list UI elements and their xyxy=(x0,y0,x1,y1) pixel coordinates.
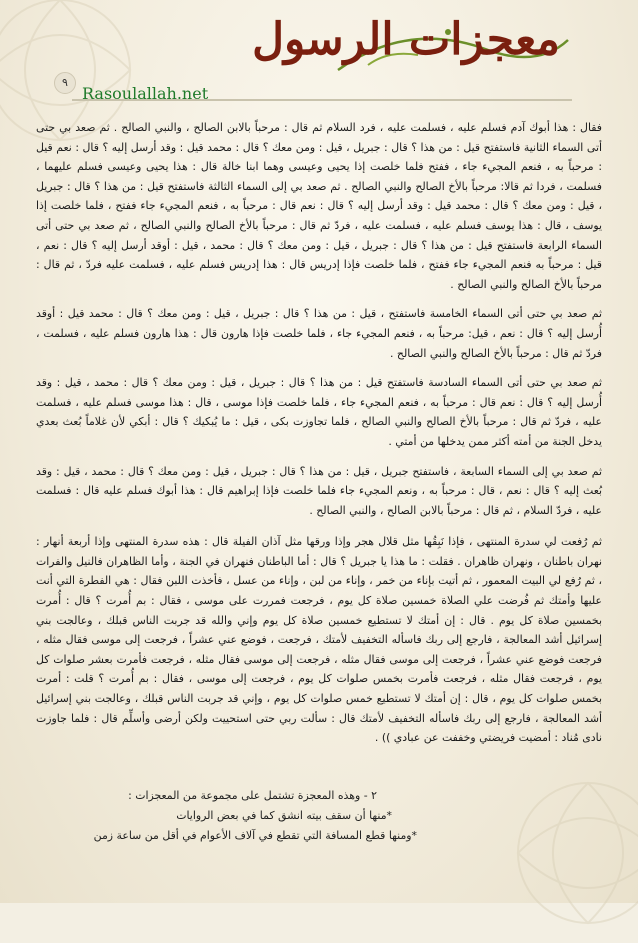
paragraph: ثم صعد بي إلى السماء السابعة ، فاستفتح جبريل ، قيل : من هذا ؟ قال : جبريل ، قيل : ومن معك ؟ قال : محمد ، قيل : وقد بُعث إليه ؟ قال : نعم ، قال : مرحباً به ، ونعم المجيء جاء فلما خلصت فإذا إبراهيم قال : هذا أبوك فسلم عليه قال : فسلمت عليه ، فردّ السلام ، ثم قال : مرحباً بالابن الصالح ، والنبي الصالح . xyxy=(36,464,602,517)
page-title: معجزات الرسول xyxy=(252,14,560,65)
spacer xyxy=(36,520,602,532)
spacer xyxy=(36,294,602,304)
spacer xyxy=(36,363,602,373)
site-link[interactable]: Rasoulallah.net xyxy=(82,84,209,103)
note-item: *منها أن سقف بيته انشق كما في بعض الروايات xyxy=(176,809,392,822)
article-body xyxy=(36,118,602,748)
spacer xyxy=(36,452,602,462)
page-header xyxy=(0,0,638,110)
paragraph: ثم صعد بي حتى أتى السماء الخامسة فاستفتح ، قيل : من هذا ؟ قال : جبريل ، قيل : ومن معك ؟ قال : محمد قيل : أوقد أُرسل إليه ؟ قال : نعم ، قيل: مرحباً به ، فنعم المجيء جاء ، فلما خلصت فإذا هارون قال : هذا هارون فسلم عليه ، فسلمت ، فردّ ثم قال : مرحباً بالأخ الصالح والنبي الصالح . xyxy=(36,307,602,360)
page-number: ٩ xyxy=(54,72,76,94)
notes-list xyxy=(36,786,602,846)
paragraph: ثم رُفعت لي سدرة المنتهى ، فإذا نَبِقُها مثل قلال هجر وإذا ورقها مثل آذان الفيلة قال : هذه سدرة المنتهى وإذا أربعة أنهار : نهران باطنان ، ونهران ظاهران . فقلت : ما هذا يا جبريل ؟ قال : أما الباطنان فنهران في الجنة ، وأما الظاهران فالنيل والفرات ، ثم رُفع لي البيت المعمور ، ثم أتيت بإناء من خمر ، وإناء من لبن ، وإناء من عسل ، فأخذت اللبن فقال : هي الفطرة التي أنت عليها وأمتك ثم فُرضت علي الصلاة خمسين صلاة كل يوم ، فرجعت فمررت على موسى ، فقال : بم أُمرت ؟ قال : أُمرت بخمسين صلاة كل يوم . قال : إن أمتك لا تستطيع خمسين صلاة كل يوم وإني والله قد جربت الناس قبلك ، وعالجت بني إسرائيل أشد المعالجة ، فارجع إلى ربك فاسأله التخفيف لأمتك ، فرجعت ، فوضع عني عشراً ، فرجعت إلى موسى فقال مثله ، فرجعت فوضع عني عشراً ، فرجعت إلى موسى فقال مثله ، فرجعت إلى موسى فقال مثله ، فرجعت فأمرت بعشر صلوات كل يوم ، فرجعت فقال مثله ، فرجعت فأمرت بخمس صلوات كل يوم ، فرجعت إلى موسى ، فقال : بم أُمرت ؟ قلت : أمرت بخمس صلوات كل يوم ، قال : إن أمتك لا تستطيع خمس صلوات كل يوم ، وإني قد جربت الناس قبلك ، وعالجت بني إسرائيل أشد المعالجة ، فارجع إلى ربك فاسأله التخفيف لأمتك قال : سألت ربي حتى استحييت ولكن أرضى وأسلِّم قال : فلما جاوزت نادى مُناد : أمضيت فريضتي وخففت عن عبادي )) . xyxy=(36,535,602,745)
note-item: *ومنها قطع المسافة التي تقطع في آلاف الأعوام في أقل من ساعة زمن xyxy=(93,829,417,842)
paragraph: ثم صعد بي حتى أتى السماء السادسة فاستفتح قيل : من هذا ؟ قال : جبريل ، قيل : ومن معك ؟ قال : محمد ، قيل : وقد أُرسل إليه ؟ قال : نعم قال : مرحباً به ، فنعم المجيء جاء ، فلما خلصت فإذا موسى ، قال : هذا موسى فسلم عليه ، فسلمت عليه ، فردّ ثم قال : مرحباً بالأخ الصالح والنبي الصالح ، فلما تجاوزت بكى ، قيل : ما يُبكيك ؟ قال : أبكي لأن غلاماً بُعث بعدي يدخل الجنة من أمته أكثر ممن يدخلها من أمتي . xyxy=(36,376,602,448)
note-heading: ٢ - وهذه المعجزة تشتمل على مجموعة من المعجزات : xyxy=(128,789,377,802)
paragraph: فقال : هذا أبوك آدم فسلم عليه ، فسلمت عليه ، فرد السلام ثم قال : مرحباً بالابن الصالح ، والنبي الصالح . ثم صعد بي حتى أتى السماء الثانية فاستفتح قيل : من هذا ؟ قال : جبريل ، قيل : ومن معك ؟ قال : محمد قيل : وقد أرسل إليه ؟ قال : نعم قيل : مرحباً به ، فنعم المجيء جاء ، ففتح فلما خلصت إذا يحيى وعيسى وهما ابنا خالة قال : هذا يحيى وعيسى فسلم عليهما ، فسلمت ، فردا ثم قالا: مرحباً بالأخ الصالح والنبي الصالح . ثم صعد بي إلى السماء الثالثة فاستفتح قيل : من هذا ؟ قال : جبريل ، قيل : ومن معك ؟ قال : محمد قيل : وقد أرسل إليه ؟ قال : نعم قال : مرحباً به ، فنعم المجيء جاء ففتح ، فلما خلصت إذا يوسف ، قال : هذا يوسف فسلم عليه ، فسلمت عليه ، فردّ ثم قال : مرحباً بالأخ الصالح والنبي الصالح ، ثم صعد بي حتى أتى السماء الرابعة فاستفتح قيل : من هذا ؟ قال : جبريل ، قيل : ومن معك ؟ قال : محمد ، قيل : أوقد أرسل إليه ؟ قال : نعم ، قيل : مرحباً به فنعم المجيء جاء ففتح ، فلما خلصت فإذا إدريس قال : هذا إدريس فسلم عليه ، فسلمت عليه فردّ ، ثم قال : مرحباً بالأخ الصالح والنبي الصالح . xyxy=(36,121,602,291)
